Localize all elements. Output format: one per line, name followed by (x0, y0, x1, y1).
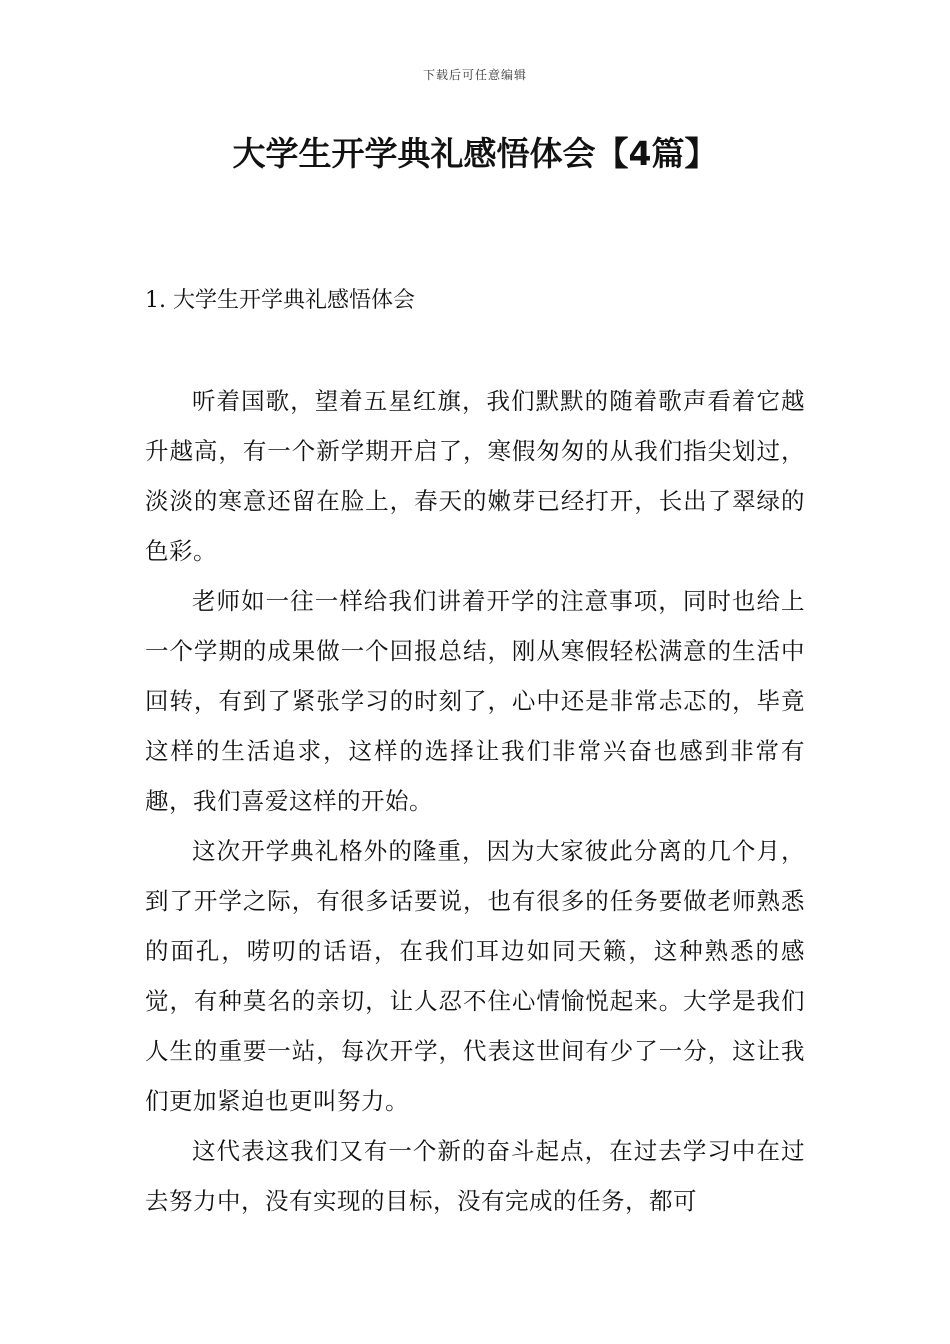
paragraph: 听着国歌，望着五星红旗，我们默默的随着歌声看着它越升越高，有一个新学期开启了，寒假匆匆的从我们指尖划过，淡淡的寒意还留在脸上，春天的嫩芽已经打开，长出了翠绿的色彩。 (145, 387, 805, 565)
paragraph: 这次开学典礼格外的隆重，因为大家彼此分离的几个月，到了开学之际，有很多话要说，也有很多的任务要做老师熟悉的面孔，唠叨的话语，在我们耳边如同天籁，这种熟悉的感觉，有种莫名的亲切，让人忍不住心情愉悦起来。大学是我们人生的重要一站，每次开学，代表这世间有少了一分，这让我们更加紧迫也更叫努力。 (145, 837, 805, 1115)
paragraph: 老师如一往一样给我们讲着开学的注意事项，同时也给上一个学期的成果做一个回报总结，刚从寒假轻松满意的生活中回转，有到了紧张学习的时刻了，心中还是非常忐忑的，毕竟这样的生活追求，这样的选择让我们非常兴奋也感到非常有趣，我们喜爱这样的开始。 (145, 587, 805, 815)
header-note: 下载后可任意编辑 (422, 68, 527, 82)
document-title: 大学生开学典礼感悟体会【4篇】 (232, 134, 718, 173)
body-text (145, 376, 805, 1226)
paragraph: 这代表这我们又有一个新的奋斗起点，在过去学习中在过去努力中，没有实现的目标，没有完成的任务，都可 (145, 1137, 805, 1215)
section-heading: 1. 大学生开学典礼感悟体会 (145, 288, 415, 313)
